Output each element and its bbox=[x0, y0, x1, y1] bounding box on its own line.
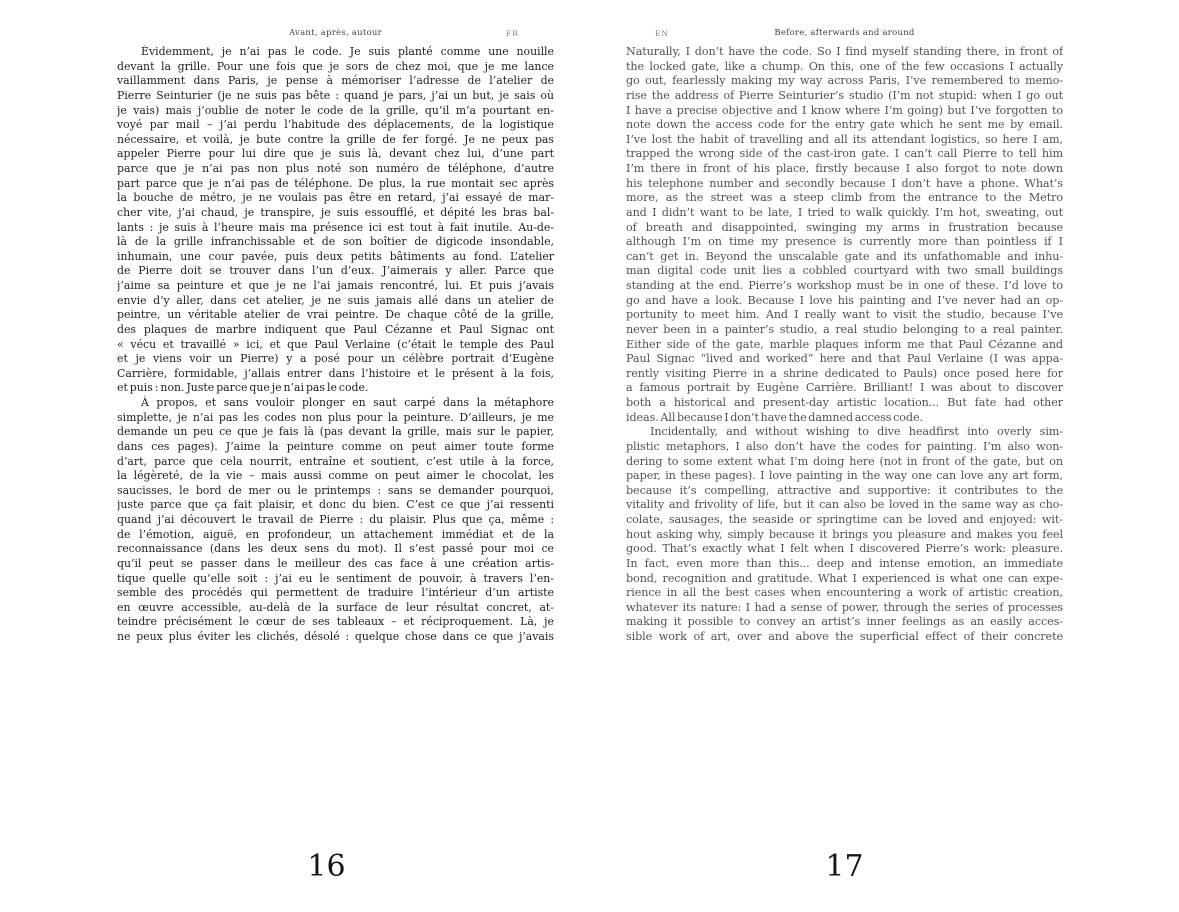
text-line: man digital code unit lies a cobbled courtyard with two small buildings bbox=[626, 264, 1063, 278]
text-line: vitality and frivolity of life, but it can also be loved in the same way as cho- bbox=[626, 498, 1063, 512]
text-line: In fact, even more than this... deep and intense emotion, an immediate bbox=[626, 556, 1063, 570]
text-line: and I didn’t want to be late, I tried to walk quickly. I’m hot, sweating, out bbox=[626, 205, 1063, 219]
text-line: rience in all the best cases when encountering a work of artistic creation, bbox=[626, 586, 1063, 600]
text-line: j’aime sa peinture et que je ne l’ai jamais rencontré, lui. Et puis j’avais bbox=[117, 279, 554, 292]
text-line: Pierre Seinturier (je ne suis pas bête : quand je pars, j’ai un but, je sais où bbox=[117, 88, 554, 102]
text-line: hout asking why, simply because it brings you pleasure and makes you feel bbox=[626, 527, 1063, 541]
text-line: inhumain, une cour pavée, puis deux petits bâtiments au fond. L’atelier bbox=[117, 249, 554, 263]
text-line: « vécu et travaillé » ici, et que Paul Verlaine (c’était le temple des Paul bbox=[117, 337, 554, 351]
right-running-header: Before, afterwards and around bbox=[774, 28, 915, 38]
text-line: Naturally, I don’t have the code. So I find myself standing there, in front of bbox=[626, 45, 1063, 58]
right-page-number: 17 bbox=[825, 849, 864, 884]
text-line: Incidentally, and without wishing to dive headfirst into overly sim- bbox=[650, 425, 1063, 439]
text-line: je vais) mais j’oublie de noter le code de la grille, qu’il m’a pourtant en- bbox=[117, 103, 554, 117]
text-line: colate, sausages, the seaside or springtime can be loved and enjoyed: wit- bbox=[626, 513, 1063, 526]
text-line: parce que je n’ai pas non plus noté son numéro de téléphone, d’autre bbox=[117, 162, 554, 175]
text-line: paper, in these pages). I love painting in the way one can love any art form, bbox=[626, 469, 1063, 483]
text-line: la bouche de métro, je ne voulais pas être en retard, j’ai essayé de mar- bbox=[117, 191, 554, 205]
text-line: both a historical and present-day artistic location... But fate had other bbox=[626, 396, 1063, 409]
text-line: tique quelle qu’elle soit : j’ai eu le sentiment de pouvoir, à travers l’en- bbox=[117, 571, 554, 585]
text-line: cher vite, j’ai chaud, je transpire, je suis essoufflé, et dépité les bras bal- bbox=[117, 205, 554, 219]
text-line: des plaques de marbre indiquent que Paul Cézanne et Paul Signac ont bbox=[117, 322, 554, 336]
text-line: peintre, un véritable atelier de vrai peintre. De chaque côté de la grille, bbox=[117, 308, 554, 322]
text-line: voyé par mail – j’ai perdu l’habitude des déplacements, de la logistique bbox=[117, 118, 554, 132]
text-line: making it possible to convey an artist’s inner feelings as an easily acces- bbox=[626, 615, 1063, 629]
text-line: teindre précisément le cœur de ses tableaux – et réciproquement. Là, je bbox=[117, 615, 554, 629]
text-line: ne peux plus éviter les clichés, désolé : quelque chose dans ce que j’avais bbox=[117, 630, 554, 643]
text-line: Paul Signac “lived and worked” here and that Paul Verlaine (I was appa- bbox=[626, 352, 1063, 366]
text-line: en œuvre accessible, au-delà de la surface de leur résultat concret, at- bbox=[117, 600, 554, 614]
text-line: Either side of the gate, marble plaques inform me that Paul Cézanne and bbox=[626, 337, 1063, 351]
text-line: et je viens voir un Pierre) y a posé pour un célèbre portrait d’Eugène bbox=[117, 352, 554, 366]
text-line: I’m there in front of his place, firstly because I also forgot to note down bbox=[626, 162, 1063, 175]
text-line: because it’s compelling, attractive and supportive: it contributes to the bbox=[626, 483, 1063, 497]
text-line: saucisses, le bord de mer ou le printemps : sans se demander pourquoi, bbox=[117, 483, 554, 497]
text-line: the locked gate, like a chump. On this, one of the few occasions I actually bbox=[626, 59, 1063, 73]
text-line: devant la grille. Pour une fois que je sors de chez moi, que je me lance bbox=[117, 59, 554, 73]
text-line: bond, recognition and gratitude. What I experienced is what one can expe- bbox=[626, 571, 1063, 585]
text-line: trapped the wrong side of the cast-iron gate. I can’t call Pierre to tell him bbox=[626, 147, 1063, 161]
text-line: good. That’s exactly what I felt when I discovered Pierre’s work: pleasure. bbox=[626, 542, 1063, 556]
text-line: portunity to meet him. And I really want to visit the studio, because I’ve bbox=[626, 308, 1063, 322]
text-line: ideas. All because I don’t have the damned access code. bbox=[626, 410, 923, 424]
text-line: go and have a look. Because I love his painting and I’ve never had an op- bbox=[626, 293, 1063, 307]
right-language-label: EN bbox=[655, 29, 670, 38]
text-line: can’t get in. Beyond the unscalable gate and its unfathomable and inhu- bbox=[626, 249, 1063, 263]
text-line: note down the access code for the entry gate which he sent me by email. bbox=[626, 118, 1063, 132]
text-line: demande un peu ce que je fais là (pas devant la grille, mais sur le papier, bbox=[117, 425, 554, 439]
text-line: juste parce que ça fait plaisir, et donc du bien. C’est ce que j’ai ressenti bbox=[117, 498, 554, 512]
text-line: lants : je suis à l’heure mais ma présence ici est tout à fait inutile. Au-de- bbox=[117, 220, 554, 234]
text-line: vaillamment dans Paris, je pense à mémoriser l’adresse de l’atelier de bbox=[117, 74, 554, 88]
left-page-number: 16 bbox=[307, 849, 346, 884]
text-line: plistic metaphors, I also don’t have the codes for painting. I’m also won- bbox=[626, 439, 1063, 453]
text-line: never been in a painter’s studio, a real studio belonging to a real painter. bbox=[626, 322, 1063, 336]
text-line: là de la grille infranchissable et de son boîtier de digicode insondable, bbox=[117, 235, 554, 249]
text-line: a famous portrait by Eugène Carrière. Brilliant! I was about to discover bbox=[626, 381, 1063, 395]
text-line: À propos, et sans vouloir plonger en saut carpé dans la métaphore bbox=[141, 396, 554, 409]
text-line: de Pierre doit se trouver dans l’un d’eux. J’aimerais y aller. Parce que bbox=[117, 264, 554, 278]
left-page-text bbox=[117, 45, 554, 645]
text-line: although I’m on time my presence is currently more than pointless if I bbox=[626, 235, 1063, 249]
text-line: his telephone number and secondly because I don’t have a phone. What’s bbox=[626, 176, 1063, 190]
text-line: dans ces pages). J’aime la peinture comme on peut aimer toute forme bbox=[117, 439, 554, 453]
text-line: nécessaire, et voilà, je bute contre la grille de fer forgé. Je ne peux pas bbox=[117, 132, 554, 146]
text-line: et puis : non. Juste parce que je n’ai pas le code. bbox=[117, 381, 369, 395]
text-line: more, as the street was a steep climb from the entrance to the Metro bbox=[626, 191, 1063, 205]
text-line: I have a precise objective and I know where I’m going) but I’ve forgotten to bbox=[626, 103, 1063, 117]
text-line: d’art, parce que cela nourrit, entraîne et soutient, c’est utile à la force, bbox=[117, 454, 554, 468]
right-page-text bbox=[626, 45, 1063, 645]
text-line: semble des procédés qui permettent de traduire l’intérieur d’un artiste bbox=[117, 586, 554, 600]
text-line: envie d’y aller, dans cet atelier, je ne suis jamais allé dans un atelier de bbox=[117, 293, 554, 307]
text-line: simplette, je n’ai pas les codes non plus pour la peinture. D’ailleurs, je me bbox=[117, 410, 554, 424]
left-running-header: Avant, après, autour bbox=[289, 28, 382, 38]
text-line: part parce que je n’ai pas de téléphone. De plus, la rue montait sec après bbox=[117, 176, 554, 190]
text-line: sible work of art, over and above the superficial effect of their concrete bbox=[626, 630, 1063, 643]
text-line: Carrière, formidable, j’allais entrer dans l’histoire et le présent à la fois, bbox=[117, 366, 554, 380]
text-line: standing at the end. Pierre’s workshop must be in one of these. I’d love to bbox=[626, 279, 1063, 292]
text-line: la légèreté, de la vie – mais aussi comme on peut aimer le chocolat, les bbox=[117, 469, 554, 483]
text-line: rently visiting Pierre in a shrine dedicated to Pauls) once posed here for bbox=[626, 366, 1063, 380]
text-line: of breath and disappointed, swinging my arms in frustration because bbox=[626, 220, 1063, 234]
text-line: quand j’ai découvert le travail de Pierre : du plaisir. Plus que ça, même : bbox=[117, 513, 554, 526]
text-line: whatever its nature: I had a sense of power, through the series of processes bbox=[626, 600, 1063, 614]
text-line: rise the address of Pierre Seinturier’s studio (I’m not stupid: when I go out bbox=[626, 88, 1063, 102]
text-line: I’ve lost the habit of travelling and all its attendant logistics, so here I am, bbox=[626, 132, 1063, 146]
left-language-label: FR bbox=[506, 29, 519, 38]
text-line: reconnaissance (dans les deux sens du mot). Il s’est passé pour moi ce bbox=[117, 542, 554, 556]
text-line: go out, fearlessly making my way across Paris, I’ve remembered to memo- bbox=[626, 74, 1063, 88]
text-line: appeler Pierre pour lui dire que je suis là, devant chez lui, d’une part bbox=[117, 147, 554, 161]
text-line: qu’il peut se passer dans le meilleur des cas face à une création artis- bbox=[117, 556, 554, 570]
text-line: Évidemment, je n’ai pas le code. Je suis planté comme une nouille bbox=[141, 45, 554, 58]
text-line: dering to some extent what I’m doing here (not in front of the gate, but on bbox=[626, 454, 1063, 468]
text-line: de l’émotion, aiguë, en profondeur, un attachement immédiat et de la bbox=[117, 527, 554, 541]
